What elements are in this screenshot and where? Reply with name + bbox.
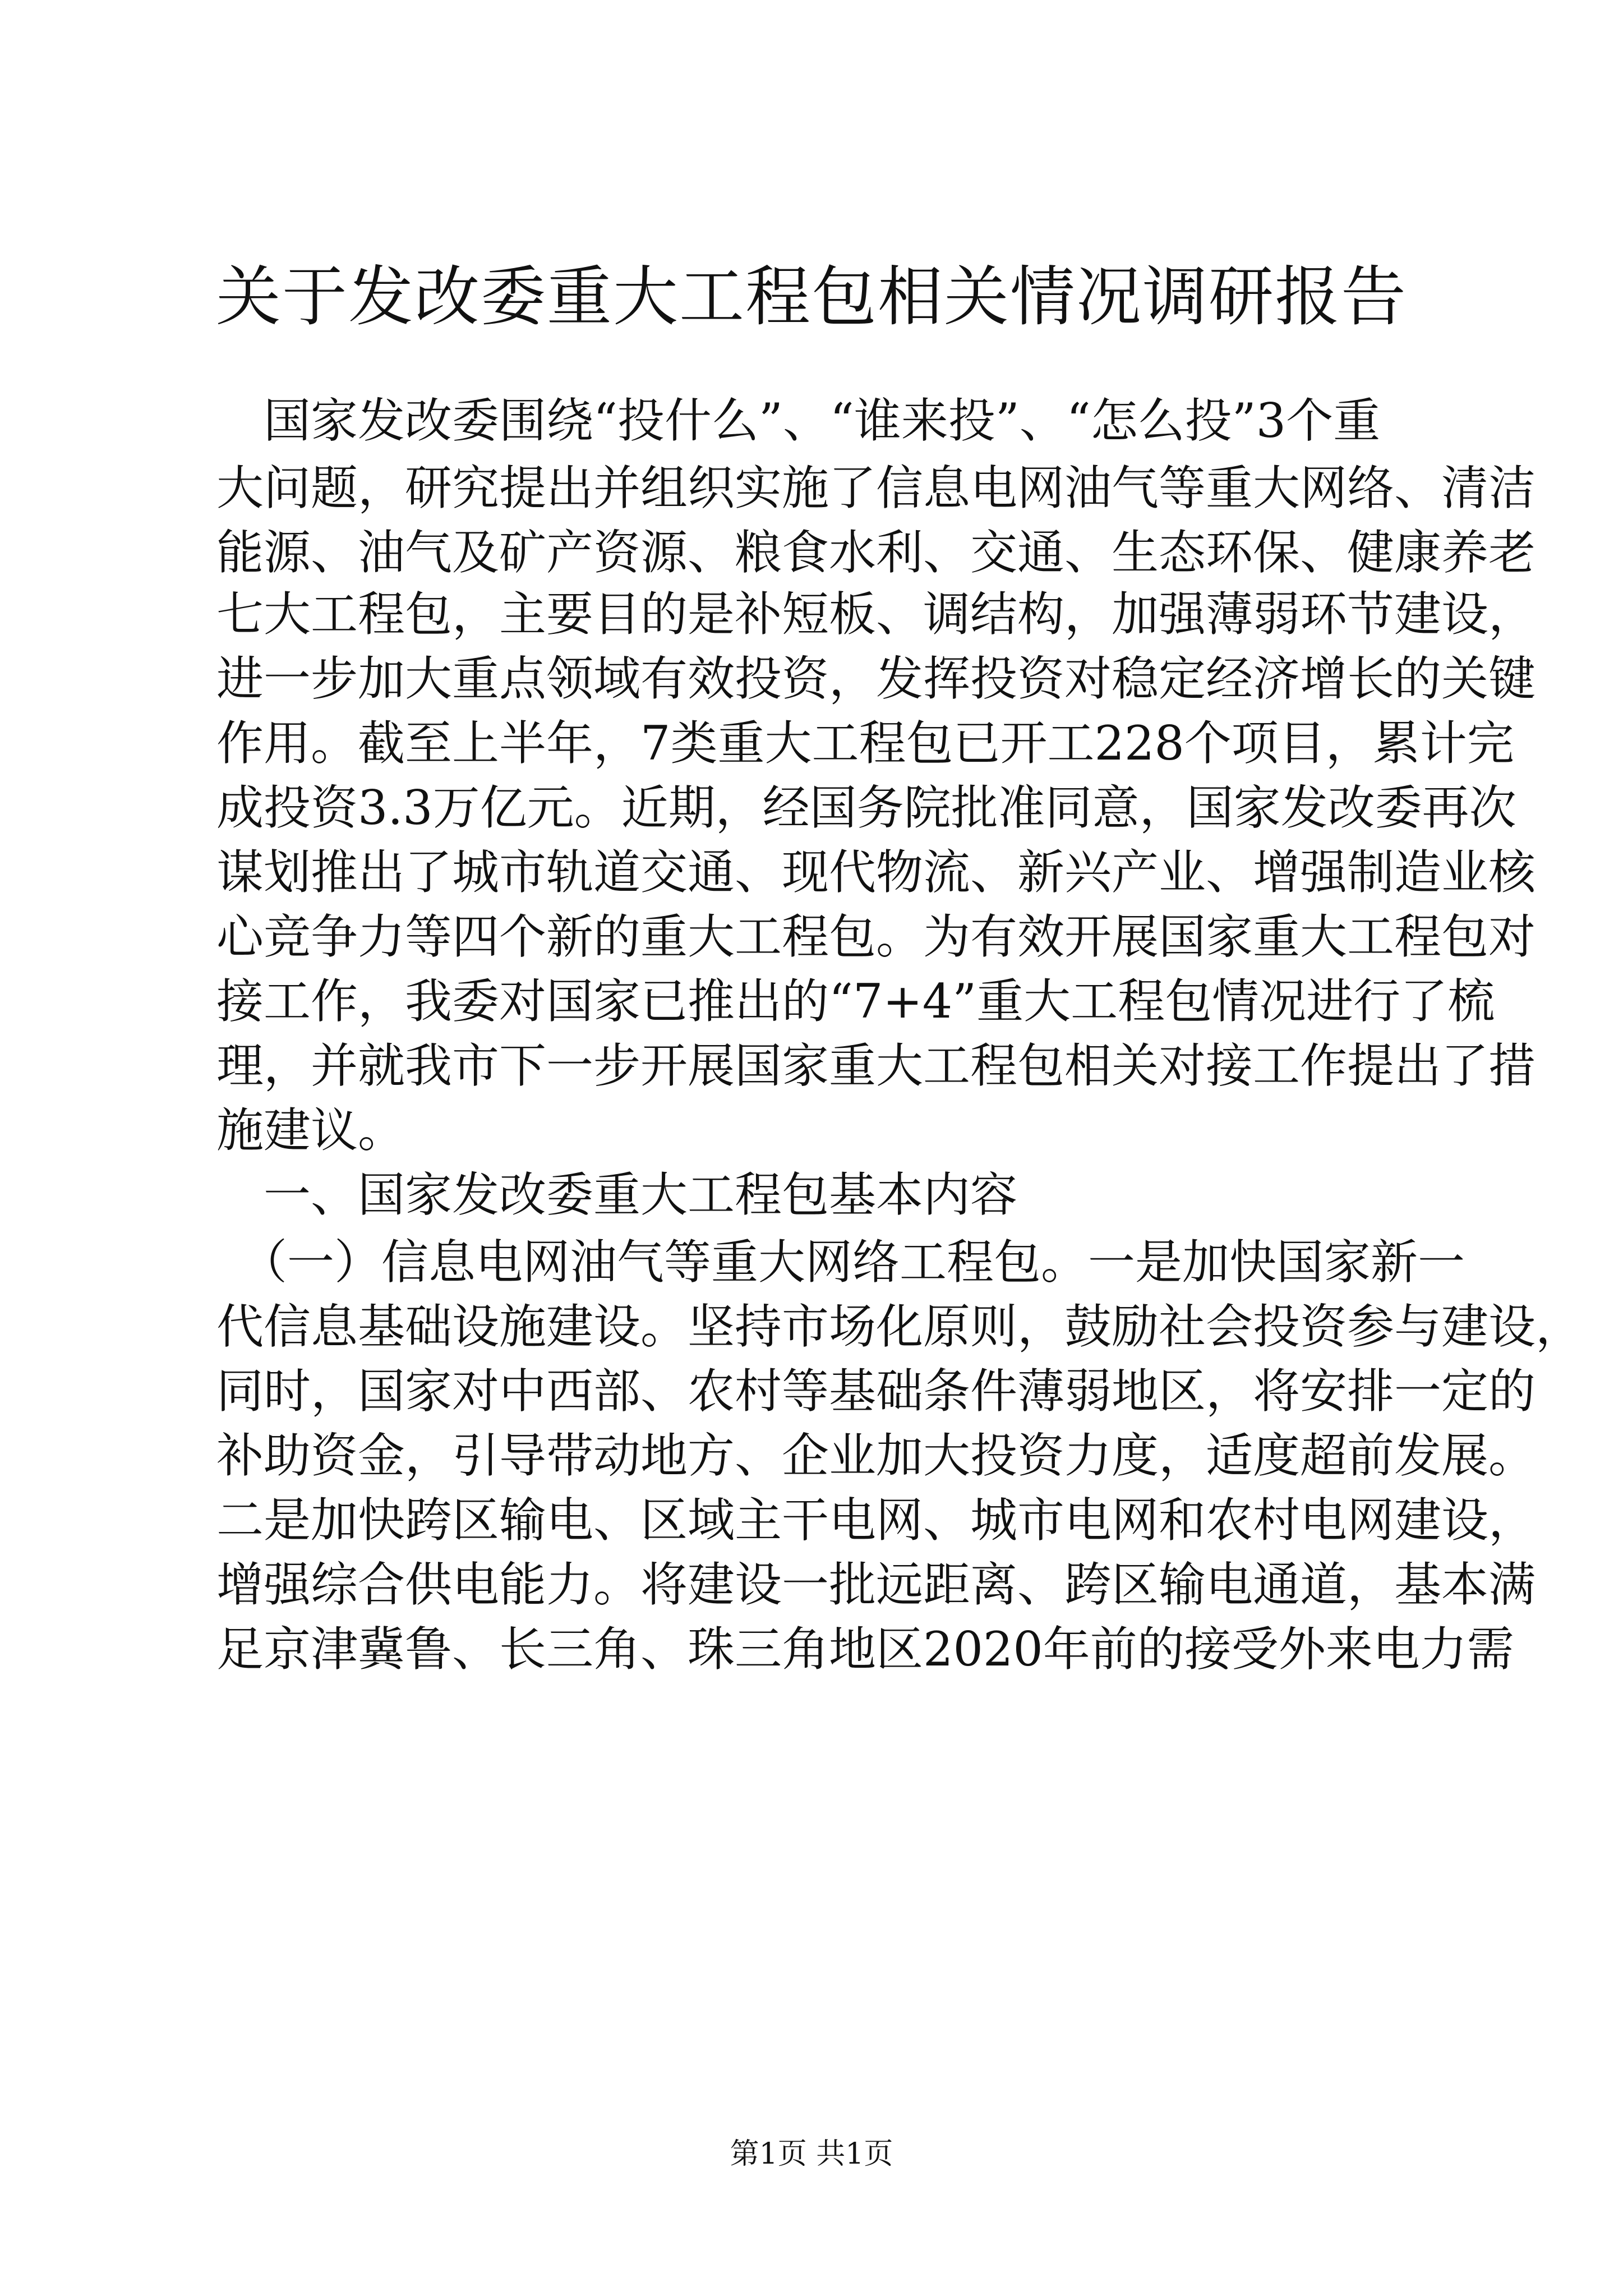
body-line: 同时，国家对中西部、农村等基础条件薄弱地区，将安排一定的 (216, 1364, 1536, 1419)
body-line: 国家发改委围绕“投什么”、“谁来投”、“怎么投”3个重 (216, 393, 1381, 448)
body-line: 成投资3.3万亿元。近期，经国务院批准同意，国家发改委再次 (216, 780, 1516, 835)
body-line: 能源、油气及矿产资源、粮食水利、交通、生态环保、健康养老 (216, 525, 1536, 580)
body-line: 补助资金，引导带动地方、企业加大投资力度，适度超前发展。 (216, 1428, 1536, 1483)
page-number: 第1页 共1页 (730, 2137, 893, 2171)
body-line: 大问题，研究提出并组织实施了信息电网油气等重大网络、清洁 (216, 461, 1536, 516)
body-line: 足京津冀鲁、长三角、珠三角地区2020年前的接受外来电力需 (216, 1622, 1514, 1677)
document-title: 关于发改委重大工程包相关情况调研报告 (216, 259, 1407, 335)
body-line: 二是加快跨区输电、区域主干电网、城市电网和农村电网建设， (216, 1493, 1536, 1548)
body-line: 接工作，我委对国家已推出的“7+4”重大工程包情况进行了梳 (216, 974, 1495, 1029)
body-line: 作用。截至上半年，7类重大工程包已开工228个项目，累计完 (216, 716, 1514, 771)
body-line: 心竞争力等四个新的重大工程包。为有效开展国家重大工程包对 (216, 909, 1536, 964)
section-heading: 一、国家发改委重大工程包基本内容 (216, 1167, 1018, 1222)
body-line: 施建议。 (216, 1103, 405, 1158)
body-line: 谋划推出了城市轨道交通、现代物流、新兴产业、增强制造业核 (216, 845, 1536, 900)
body-line: 进一步加大重点领域有效投资，发挥投资对稳定经济增长的关键 (216, 651, 1536, 706)
body-line: （一）信息电网油气等重大网络工程包。一是加快国家新一 (216, 1235, 1465, 1290)
body-line: 代信息基础设施建设。坚持市场化原则，鼓励社会投资参与建设， (216, 1299, 1583, 1354)
body-line: 增强综合供电能力。将建设一批远距离、跨区输电通道，基本满 (216, 1557, 1536, 1612)
page-footer (0, 2132, 1623, 2177)
body-line: 理，并就我市下一步开展国家重大工程包相关对接工作提出了措 (216, 1038, 1536, 1093)
body-line: 七大工程包，主要目的是补短板、调结构，加强薄弱环节建设， (216, 587, 1536, 642)
